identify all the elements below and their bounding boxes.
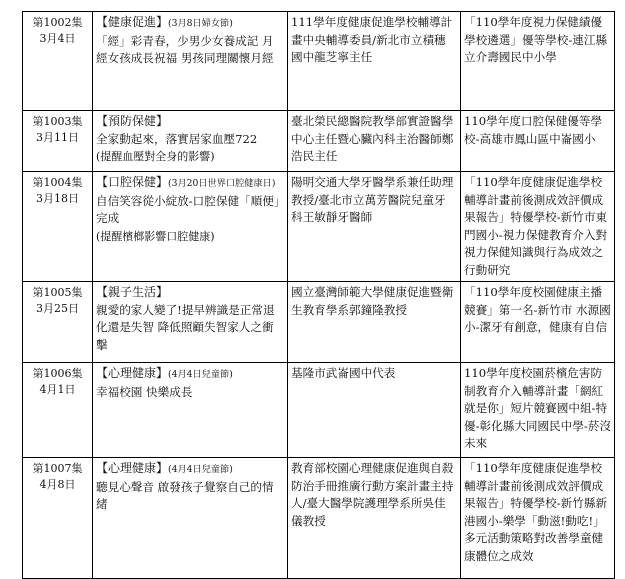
award-cell: 「110學年度健康促進學校輔導計畫前後測成效評價成果報告」特優學校-新竹市東門國小-視力保健教育介入對視力保健知識與行為成效之行動研究 (461, 172, 615, 282)
award-cell: 「110學年度視力保健績優學校遴選」優等學校-連江縣立介壽國民中小學 (461, 12, 615, 111)
episode-cell (23, 172, 93, 282)
guest-cell: 基隆市武崙國中代表 (288, 363, 461, 458)
topic-cell (93, 12, 288, 111)
guest-cell: 陽明交通大學牙醫學系兼任助理教授/臺北市立萬芳醫院兒童牙科王敏靜牙醫師 (288, 172, 461, 282)
episode-number: 第1007集 (32, 462, 83, 475)
air-date: 4月8日 (39, 478, 76, 491)
topic-title: 「經」彩青春，少男少女養成記 月經女孩成長祝福 男孩同理關懷月經 (96, 33, 274, 66)
episode-cell (23, 458, 93, 579)
program-schedule-table (22, 11, 615, 579)
guest-cell: 教育部校園心理健康促進與自殺防治手冊推廣行動方案計畫主持人/臺大醫學院護理學系所吳佳儀教授 (288, 458, 461, 579)
category-tag: 【親子生活】 (96, 285, 169, 299)
category-tag: 【心理健康】 (96, 366, 169, 380)
topic-cell (93, 458, 288, 579)
topic-title: 聽見心聲音 啟發孩子覺察自己的情緒 (96, 479, 274, 512)
category-note: (3月20日世界口腔健康日) (168, 178, 276, 189)
table-row (23, 363, 615, 458)
topic-title: 親愛的家人變了!提早辨識是正常退化還是失智 降低照顧失智家人之衝擊 (96, 302, 275, 352)
table-row (23, 111, 615, 172)
guest-cell: 臺北榮民總醫院教學部實證醫學中心主任暨心臟內科主治醫師鄭浩民主任 (288, 111, 461, 172)
award-cell: 110學年度校園菸檳危害防制教育介入輔導計畫「網紅就是你」短片競賽國中組-特優-彰化縣大同國民中學-菸沒未來 (461, 363, 615, 458)
category-note: (4月4日兒童節) (168, 369, 233, 380)
air-date: 3月18日 (36, 192, 79, 205)
table-row (23, 12, 615, 111)
table-row (23, 172, 615, 282)
guest-cell: 111學年度健康促進學校輔導計畫中央輔導委員/新北市立積穗國中龍芝寧主任 (288, 12, 461, 111)
topic-title: 幸福校園 快樂成長 (96, 384, 193, 399)
air-date: 3月4日 (39, 32, 76, 45)
category-tag: 【預防保健】 (96, 114, 169, 128)
episode-cell (23, 363, 93, 458)
award-cell: 「110學年度校園健康主播競賽」第一名-新竹市 水源國小-潔牙有創意，健康有自信 (461, 282, 615, 363)
topic-subtitle: (提醒血壓對全身的影響) (96, 150, 215, 164)
episode-cell (23, 12, 93, 111)
topic-title: 全家動起來，落實居家血壓722 (96, 131, 258, 146)
topic-cell (93, 282, 288, 363)
air-date: 3月25日 (36, 302, 79, 315)
table-row (23, 282, 615, 363)
category-tag: 【心理健康】 (96, 461, 169, 475)
category-note: (3月8日婦女節) (168, 18, 233, 29)
category-tag: 【口腔保健】 (96, 175, 169, 189)
episode-cell (23, 282, 93, 363)
topic-title: 自信笑容從小綻放-口腔保健「順便」完成 (96, 193, 280, 226)
episode-number: 第1004集 (32, 176, 83, 189)
award-cell: 「110學年度健康促進學校輔導計畫前後測成效評價成果報告」特優學校-新竹縣新港國小-樂學「動滋!動吃!」多元活動策略對改善學童健康體位之成效 (461, 458, 615, 579)
topic-cell (93, 363, 288, 458)
guest-cell: 國立臺灣師範大學健康促進暨衛生教育學系郭鐘隆教授 (288, 282, 461, 363)
award-cell: 110學年度口腔保健優等學校-高雄市鳳山區中崙國小 (461, 111, 615, 172)
table-row (23, 458, 615, 579)
episode-number: 第1003集 (32, 115, 83, 128)
topic-cell (93, 172, 288, 282)
episode-number: 第1005集 (32, 286, 83, 299)
air-date: 4月1日 (39, 383, 76, 396)
category-note: (4月4日兒童節) (168, 464, 233, 475)
topic-subtitle: (提醒檳榔影響口腔健康) (96, 229, 215, 243)
air-date: 3月11日 (36, 131, 79, 144)
topic-cell (93, 111, 288, 172)
episode-number: 第1006集 (32, 367, 83, 380)
episode-cell (23, 111, 93, 172)
category-tag: 【健康促進】 (96, 15, 169, 29)
episode-number: 第1002集 (32, 16, 83, 29)
